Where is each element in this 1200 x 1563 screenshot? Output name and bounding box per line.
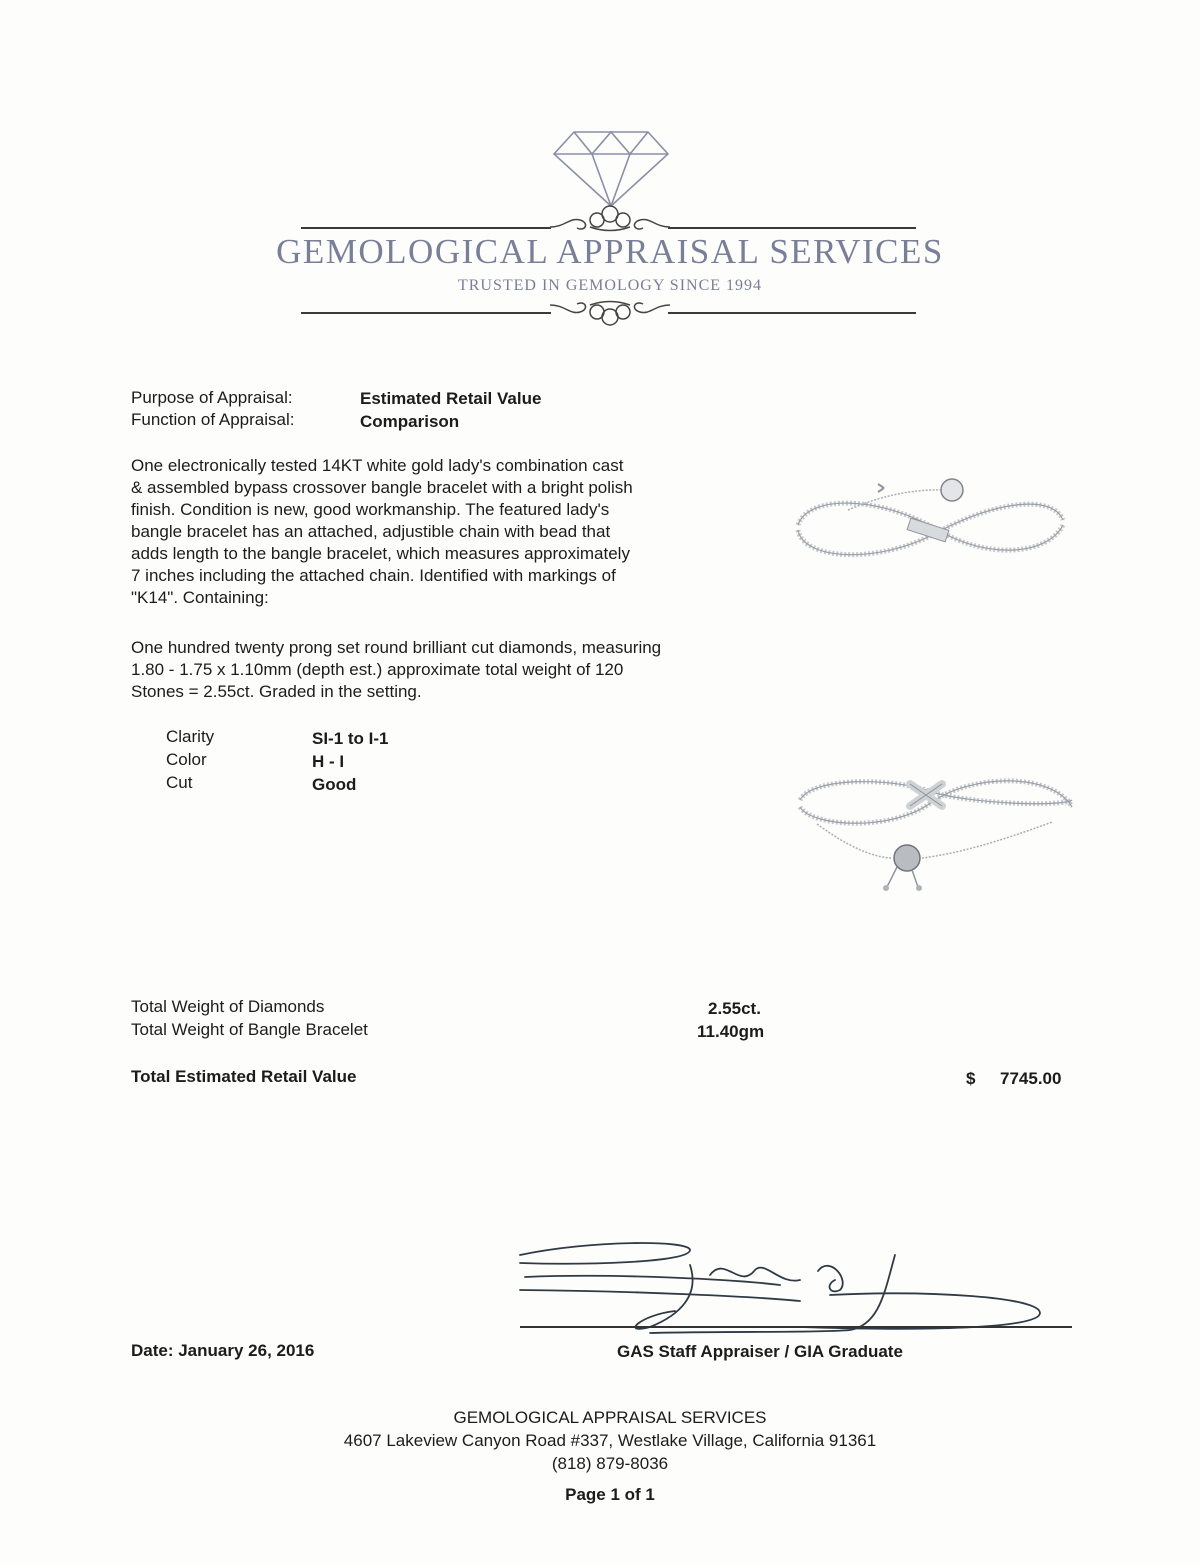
function-label: Function of Appraisal: (131, 410, 295, 429)
description-line: bangle bracelet has an attached, adjustible chain with bead that (131, 522, 611, 541)
description-line: finish. Condition is new, good workmanship. The featured lady's (131, 500, 610, 519)
cut-label: Cut (166, 773, 193, 792)
bracelet-photo-top (788, 470, 1076, 590)
total-diamond-weight-value: 2.55ct. (708, 999, 761, 1018)
total-bracelet-weight-value: 11.40gm (697, 1022, 765, 1041)
header-rule-bottom-left (301, 312, 551, 314)
item-description (131, 455, 633, 609)
diamond-line: 1.80 - 1.75 x 1.10mm (depth est.) approximate total weight of 120 (131, 660, 624, 679)
appraisal-date: Date: January 26, 2016 (131, 1341, 315, 1360)
header-rule-top-right (668, 227, 916, 229)
diamond-line: One hundred twenty prong set round brilliant cut diamonds, measuring (131, 638, 662, 657)
diamond-line: Stones = 2.55ct. Graded in the setting. (131, 682, 422, 701)
footer-company: GEMOLOGICAL APPRAISAL SERVICES (453, 1408, 767, 1427)
header-rule-top-left (301, 227, 551, 229)
diamond-logo-icon (552, 128, 670, 208)
description-line: adds length to the bangle bracelet, which measures approximately (131, 544, 630, 563)
appraiser-title: GAS Staff Appraiser / GIA Graduate (617, 1342, 903, 1361)
bracelet-photo-bottom (792, 762, 1084, 894)
purpose-label: Purpose of Appraisal: (131, 388, 293, 407)
description-line: & assembled bypass crossover bangle bracelet with a bright polish (131, 478, 633, 497)
header-rule-bottom-right (668, 312, 916, 314)
total-retail-value-label: Total Estimated Retail Value (131, 1067, 357, 1086)
color-label: Color (166, 750, 207, 769)
scroll-ornament-icon (545, 297, 675, 327)
total-bracelet-weight-label: Total Weight of Bangle Bracelet (131, 1020, 368, 1039)
function-value: Comparison (360, 412, 460, 431)
currency-symbol: $ (966, 1069, 976, 1088)
description-line: "K14". Containing: (131, 588, 269, 607)
footer-address: 4607 Lakeview Canyon Road #337, Westlake Village, California 91361 (343, 1431, 877, 1450)
signature-line (520, 1326, 1072, 1328)
page-number: Page 1 of 1 (565, 1485, 655, 1504)
clarity-label: Clarity (166, 727, 215, 746)
appraiser-signature (500, 1235, 1060, 1345)
purpose-value: Estimated Retail Value (360, 389, 542, 408)
total-diamond-weight-label: Total Weight of Diamonds (131, 997, 325, 1016)
scroll-ornament-icon (545, 202, 675, 232)
diamond-description (131, 637, 661, 703)
clarity-value: SI-1 to I-1 (312, 729, 389, 748)
total-retail-value: 7745.00 (1000, 1069, 1062, 1088)
cut-value: Good (312, 775, 357, 794)
description-line: One electronically tested 14KT white gold lady's combination cast (131, 456, 624, 475)
color-value: H - I (312, 752, 345, 771)
description-line: 7 inches including the attached chain. Identified with markings of (131, 566, 616, 585)
footer-phone: (818) 879-8036 (551, 1454, 669, 1473)
company-tagline: TRUSTED IN GEMOLOGY SINCE 1994 (457, 277, 763, 294)
company-logo-title: GEMOLOGICAL APPRAISAL SERVICES (276, 232, 944, 271)
